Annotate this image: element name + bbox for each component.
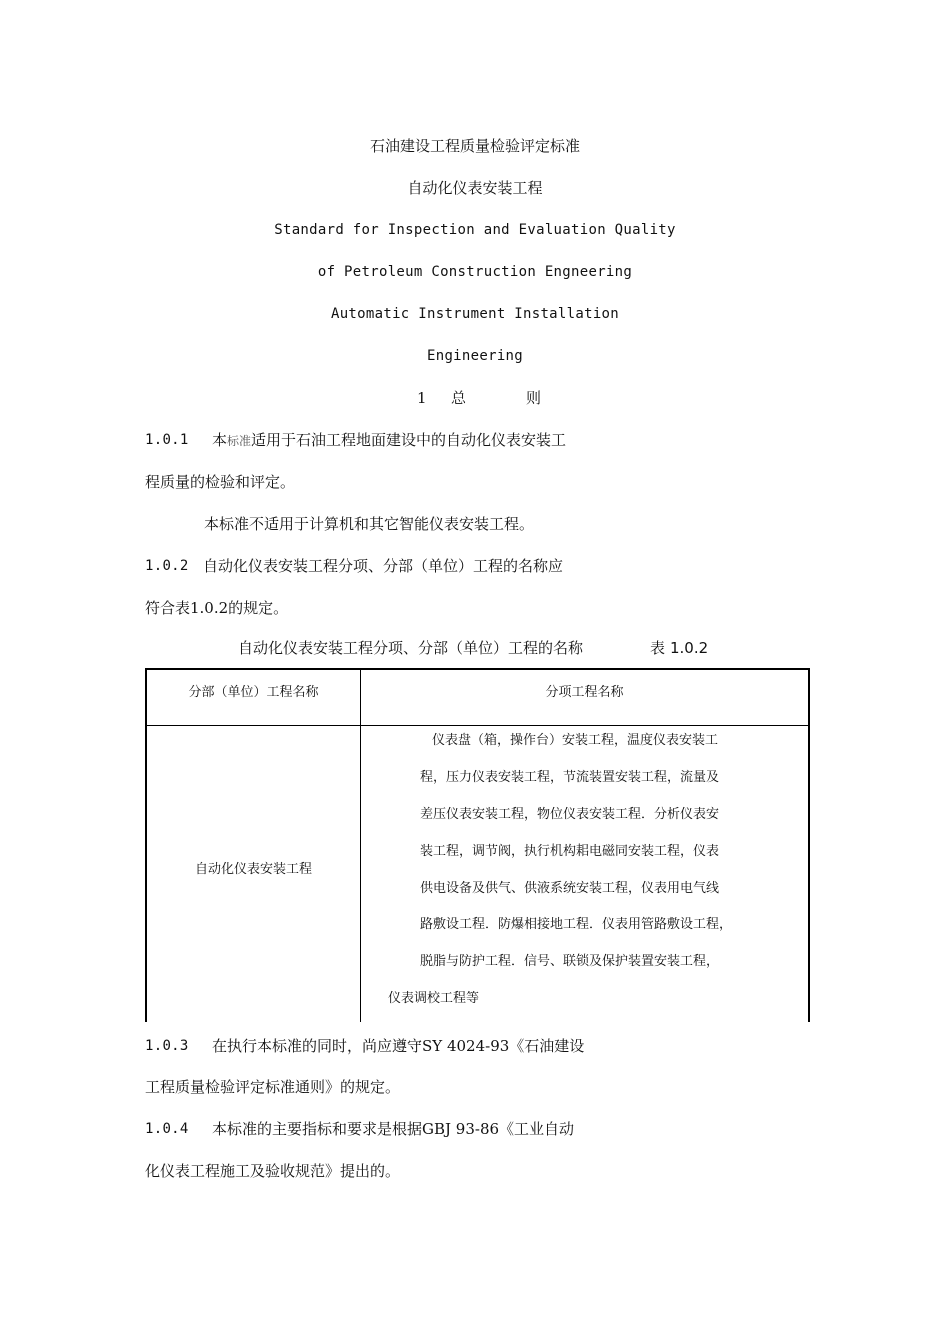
table-cell-item-line-3: 差压仪表安装工程，物位仪表安装工程．分析仪表安	[420, 807, 720, 822]
clause-1-0-2-line-2: 符合表1.0.2的规定。	[145, 599, 289, 617]
title-en-line-1: Standard for Inspection and Evaluation Quality	[274, 222, 676, 238]
clause-1-0-1-lead: 本	[212, 431, 228, 449]
clause-1-0-2-number: 1.0.2	[145, 558, 189, 574]
table-caption-label: 表	[650, 639, 666, 657]
table-caption-number: 1.0.2	[670, 639, 709, 657]
table-header-items: 分项工程名称	[545, 685, 624, 700]
clause-1-0-3-number: 1.0.3	[145, 1038, 189, 1054]
clause-1-0-1-line-2: 程质量的检验和评定。	[145, 473, 296, 491]
table-header-divider	[145, 725, 810, 726]
clause-1-0-1-text	[212, 430, 566, 451]
table-cell-item-line-1: 仪表盘（箱，操作台）安装工程，温度仪表安装工	[432, 733, 719, 748]
table-header-unit: 分部（单位）工程名称	[188, 685, 319, 700]
clause-1-0-3-text: 在执行本标准的同时，尚应遵守SY 4024-93《石油建设	[212, 1037, 585, 1055]
title-en-line-2: of Petroleum Construction Engneering	[317, 264, 633, 280]
clause-1-0-4-text: 本标准的主要指标和要求是根据GBJ 93-86《工业自动	[212, 1120, 575, 1138]
clause-1-0-4-number: 1.0.4	[145, 1121, 189, 1137]
clause-1-0-2-text: 自动化仪表安装工程分项、分部（单位）工程的名称应	[203, 557, 564, 575]
chapter-title-char-1: 总	[451, 389, 467, 407]
table-cell-item-line-8: 仪表调校工程等	[388, 991, 480, 1006]
title-cn-main: 石油建设工程质量检验评定标准	[369, 137, 580, 155]
title-cn-sub: 自动化仪表安装工程	[407, 179, 543, 197]
clause-1-0-4-line-2: 化仪表工程施工及验收规范》提出的。	[145, 1162, 401, 1180]
table-cell-item-line-2: 程，压力仪表安装工程，节流装置安装工程，流量及	[420, 770, 720, 785]
table-cell-unit: 自动化仪表安装工程	[194, 862, 312, 877]
title-en-line-3: Automatic Instrument Installation	[330, 306, 620, 322]
title-en-line-4: Engineering	[426, 348, 524, 364]
chapter-title-char-2: 则	[526, 389, 542, 407]
clause-1-0-1-rest: 适用于石油工程地面建设中的自动化仪表安装工	[251, 431, 567, 449]
table-cell-item-line-7: 脱脂与防护工程．信号、联锁及保护装置安装工程，	[420, 954, 720, 969]
clause-1-0-1-number: 1.0.1	[145, 432, 189, 448]
clause-1-0-3-line-2: 工程质量检验评定标准通则》的规定。	[145, 1078, 401, 1096]
table-caption: 自动化仪表安装工程分项、分部（单位）工程的名称	[238, 639, 584, 657]
table-cell-item-line-6: 路敷设工程．防爆相接地工程．仪表用管路敷设工程，	[420, 917, 733, 932]
chapter-number: 1	[417, 389, 427, 407]
table-cell-item-line-4: 装工程，调节阀，执行机构耜电磁同安装工程，仪表	[420, 844, 720, 859]
table-cell-item-line-5: 供电设备及供气、供液系统安装工程，仪表用电气线	[420, 881, 720, 896]
clause-1-0-1-line-3: 本标准不适用于计算机和其它智能仪表安装工程。	[204, 515, 535, 533]
table-column-divider	[360, 668, 361, 1022]
clause-1-0-1-small: 标准	[227, 434, 252, 448]
